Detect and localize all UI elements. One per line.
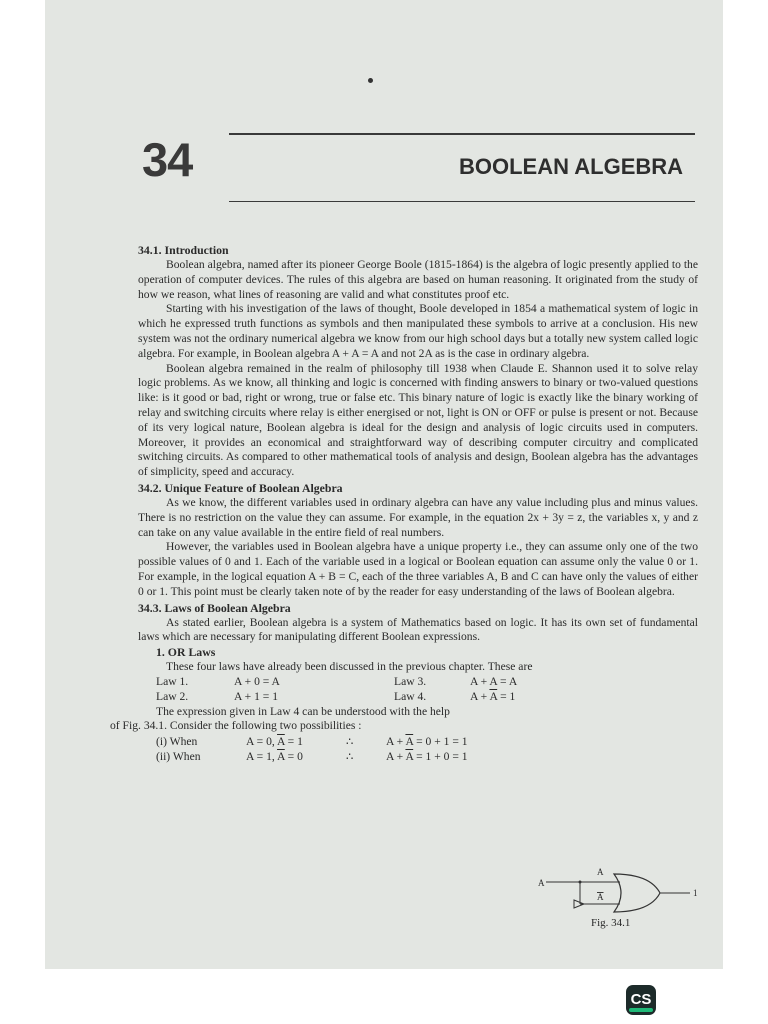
chapter-number: 34 [142, 133, 193, 186]
book-page [45, 0, 723, 969]
paragraph: These four laws have already been discussed in the previous chapter. These are [166, 660, 533, 674]
case-result: $A + \overline{A} = 0 + 1 = 1$ [386, 735, 468, 749]
law-equation: A + A = A [470, 674, 518, 688]
law-label: Law 1. [156, 674, 189, 688]
law-equation: A + 0 = A [234, 674, 280, 688]
paragraph: However, the variables used in Boolean algebra have a unique property i.e., they can assume only one of the two possible values of 0 and 1. Each of the variable used in a logical or Boolean equation can assume only the value 0 or 1. For example, in the logical equation A + B = C, each of the three variables A, B and C can have only the values of either 0 or 1. This point must be clearly taken note of by the reader for easy understanding of the laws of Boolean algebra. [138, 540, 698, 598]
chapter-body [110, 242, 698, 764]
section-heading-laws: 34.3. Laws of Boolean Algebra [138, 600, 291, 615]
case-result: $A + \overline{A} = 1 + 0 = 1$ [386, 750, 468, 764]
explanation-line: of Fig. 34.1. Consider the following two possibilities : [110, 719, 362, 733]
law-label: Law 3. [394, 674, 427, 688]
law-label: Law 2. [156, 689, 189, 703]
camscanner-logo: CS [626, 985, 656, 1015]
paragraph: As stated earlier, Boolean algebra is a system of Mathematics based on logic. It has its own set of fundamental laws which are necessary for manipulating different Boolean expressions. [138, 615, 698, 644]
paragraph: Boolean algebra remained in the realm of philosophy till 1938 when Claude E. Shannon used it to solve relay logic problems. As we know, all thinking and logic is concerned with finding answers to binary or two-valued questions like: is it good or bad, right or wrong, true or false etc. This binary nature of logic is exactly like the binary working of relay and switching circuits where relay is either energised or not, light is ON or OFF or pulse is present or not. Because of its very logical nature, Boolean algebra is ideal for the design and analysis of logic circuits used in computers. Moreover, it provides an economical and straightforward way of describing computer circuitry and complicated switching circuits. As compared to other mathematical tools of analysis and design, Boolean algebra has the advantages of simplicity, speed and accuracy. [138, 361, 698, 479]
figure-caption: Fig. 34.1 [591, 917, 631, 929]
subsection-heading-or-laws: 1. OR Laws [156, 645, 216, 660]
case-label: (i) When [156, 735, 198, 749]
paragraph: Boolean algebra, named after its pioneer George Boole (1815-1864) is the algebra of logic presently applied to the operation of computer devices. The rules of this algebra are based on human reasoning. It originated from the study of how we reason, what lines of reasoning are valid and what constitutes proof etc. [138, 258, 698, 301]
paragraph: Starting with his investigation of the laws of thought, Boole developed in 1854 a mathematical system of logic in which he expressed truth functions as symbols and then manipulated these symbols to arrive at a conclusion. His new system was not the ordinary numerical algebra we know from our high school days but a totally new system called logic algebra. For example, in Boolean algebra A + A = A and not 2A as is the case in ordinary algebra. [138, 302, 698, 360]
section-heading-introduction: 34.1. Introduction [138, 243, 229, 257]
law-equation: A + 1 = 1 [234, 689, 278, 703]
or-gate-icon [614, 874, 660, 912]
cases-table [156, 734, 698, 764]
section-heading-unique-feature: 34.2. Unique Feature of Boolean Algebra [138, 480, 343, 495]
case-condition: A = 1, $\overline{A} = 0$ [246, 750, 303, 764]
input-bar-label: A [597, 892, 604, 902]
input-a-label: A [538, 878, 545, 888]
input-top-label: A [597, 867, 604, 877]
case-label: (ii) When [156, 750, 201, 764]
explanation-line: The expression given in Law 4 can be understood with the help [156, 704, 450, 718]
header-rule-bottom [229, 201, 695, 202]
case-condition: A = 0, $\overline{A} = 1$ [246, 735, 303, 749]
law-table [156, 675, 698, 705]
chapter-title: BOOLEAN ALGEBRA [459, 154, 684, 179]
law-equation: $A + \overline{A} = 1$ [470, 689, 516, 703]
ink-dot [368, 78, 373, 83]
header-rule-top [229, 133, 695, 135]
therefore-symbol: ∴ [346, 735, 354, 749]
therefore-symbol: ∴ [346, 750, 354, 764]
output-label: 1 [693, 888, 698, 898]
law-label: Law 4. [394, 689, 427, 703]
paragraph: As we know, the different variables used in ordinary algebra can have any value including plus and minus values. There is no restriction on the value they can assume. For example, in the equation 2x + 3y = z, the variables x, y and z can take on any value available in the entire field of real numbers. [138, 495, 698, 539]
